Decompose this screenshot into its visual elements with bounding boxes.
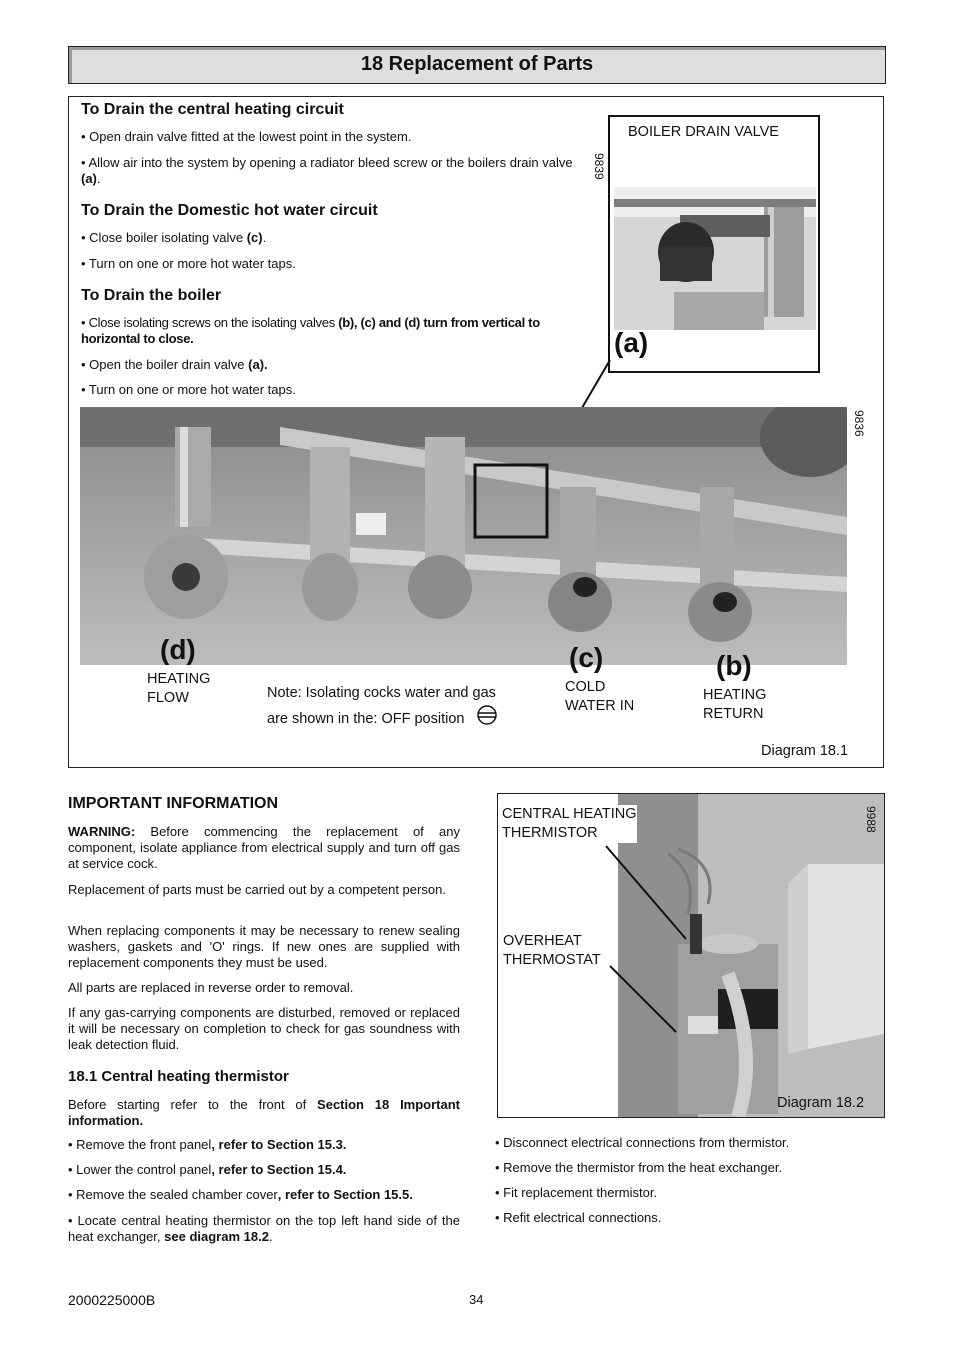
important-heading: IMPORTANT INFORMATION <box>68 795 279 812</box>
drain-valve-label: BOILER DRAIN VALVE <box>628 124 779 140</box>
right-bullet-3: • Fit replacement thermistor. <box>495 1185 658 1200</box>
letter-c: (c) <box>569 642 604 673</box>
drain-boiler-bullet-3: • Turn on one or more hot water taps. <box>81 382 296 397</box>
overheat-thermostat-label: OVERHEAT THERMOSTAT <box>503 933 601 968</box>
important-p5: If any gas-carrying components are disturbed, removed or replaced it will be necessary on completion to check for gas soundness with leak detection fluid. <box>68 1005 460 1052</box>
letter-b: (b) <box>716 650 752 681</box>
isolating-cocks-note: Note: Isolating cocks water and gas are shown in the: OFF position <box>267 681 499 733</box>
drain-valve-photo <box>614 187 816 330</box>
right-bullet-1: • Disconnect electrical connections from thermistor. <box>495 1135 790 1150</box>
drain-ch-bullet-1: • Open drain valve fitted at the lowest point in the system. <box>81 129 412 144</box>
drain-dhw-bullet-1: • Close boiler isolating valve (c). <box>81 230 267 245</box>
inset-photo-ref: 9839 <box>592 153 606 180</box>
warning-paragraph: WARNING: Before commencing the replacement of any component, isolate appliance from electrical supply and turn off gas at service cock. <box>68 824 460 871</box>
diagram-18-1-caption: Diagram 18.1 <box>761 743 849 759</box>
diagram-18-2-ref: 9988 <box>864 806 878 833</box>
drain-valve-inset <box>592 115 820 373</box>
section-header <box>68 46 886 84</box>
letter-d: (d) <box>160 634 196 665</box>
right-bullet-4: • Refit electrical connections. <box>495 1210 662 1225</box>
letter-a: (a) <box>614 327 649 358</box>
section-18-1-bullet-2: • Lower the control panel, refer to Section 15.4. <box>68 1162 347 1177</box>
drain-boiler-bullet-2: • Open the boiler drain valve (a). <box>81 357 268 372</box>
main-photo-ref: 9836 <box>852 410 866 437</box>
isolating-valves-photo <box>80 407 847 665</box>
isolating-valves-photo-svg <box>80 407 847 665</box>
section-18-1-heading: 18.1 Central heating thermistor <box>68 1068 289 1085</box>
diagram-18-2-caption: Diagram 18.2 <box>777 1095 865 1111</box>
drain-dhw-heading: To Drain the Domestic hot water circuit <box>81 202 378 219</box>
drain-ch-bullet-2: • Allow air into the system by opening a radiator bleed screw or the boilers drain valve (a). <box>81 155 573 186</box>
drain-boiler-bullet-1: • Close isolating screws on the isolating valves (b), (c) and (d) turn from vertical to horizontal to close. <box>81 315 540 346</box>
important-p2: Replacement of parts must be carried out by a competent person. <box>68 882 446 897</box>
ch-thermistor-label: CENTRAL HEATING THERMISTOR <box>502 806 637 841</box>
drain-boiler-heading: To Drain the boiler <box>81 287 222 304</box>
doc-number: 2000225000B <box>68 1292 156 1308</box>
right-bullet-2: • Remove the thermistor from the heat exchanger. <box>495 1160 783 1175</box>
drain-ch-heading: To Drain the central heating circuit <box>81 101 344 118</box>
diagram-18-2-frame <box>497 793 885 1118</box>
heating-flow-label: HEATING FLOW <box>147 671 211 706</box>
heating-return-label: HEATING RETURN <box>703 687 767 722</box>
drain-dhw-bullet-2: • Turn on one or more hot water taps. <box>81 256 296 271</box>
section-18-1-bullet-4: • Locate central heating thermistor on the top left hand side of the heat exchanger, see diagram 18.2. <box>68 1213 460 1244</box>
page-number: 34 <box>469 1292 484 1307</box>
important-p4: All parts are replaced in reverse order to removal. <box>68 980 354 995</box>
important-p3: When replacing components it may be necessary to renew sealing washers, gaskets and 'O' rings. If new ones are supplied with replacement components they must be used. <box>68 923 460 970</box>
cold-water-in-label: COLD WATER IN <box>565 679 635 714</box>
drain-valve-photo-svg <box>614 187 816 330</box>
diagram-18-2-leaders <box>498 794 886 1119</box>
off-position-icon <box>475 705 499 733</box>
section-title: 18 Replacement of Parts <box>360 53 594 75</box>
section-18-1-bullet-1: • Remove the front panel, refer to Section 15.3. <box>68 1137 347 1152</box>
section-18-1-intro: Before starting refer to the front of Section 18 Important information. <box>68 1097 461 1128</box>
section-18-1-bullet-3: • Remove the sealed chamber cover, refer to Section 15.5. <box>68 1187 413 1202</box>
